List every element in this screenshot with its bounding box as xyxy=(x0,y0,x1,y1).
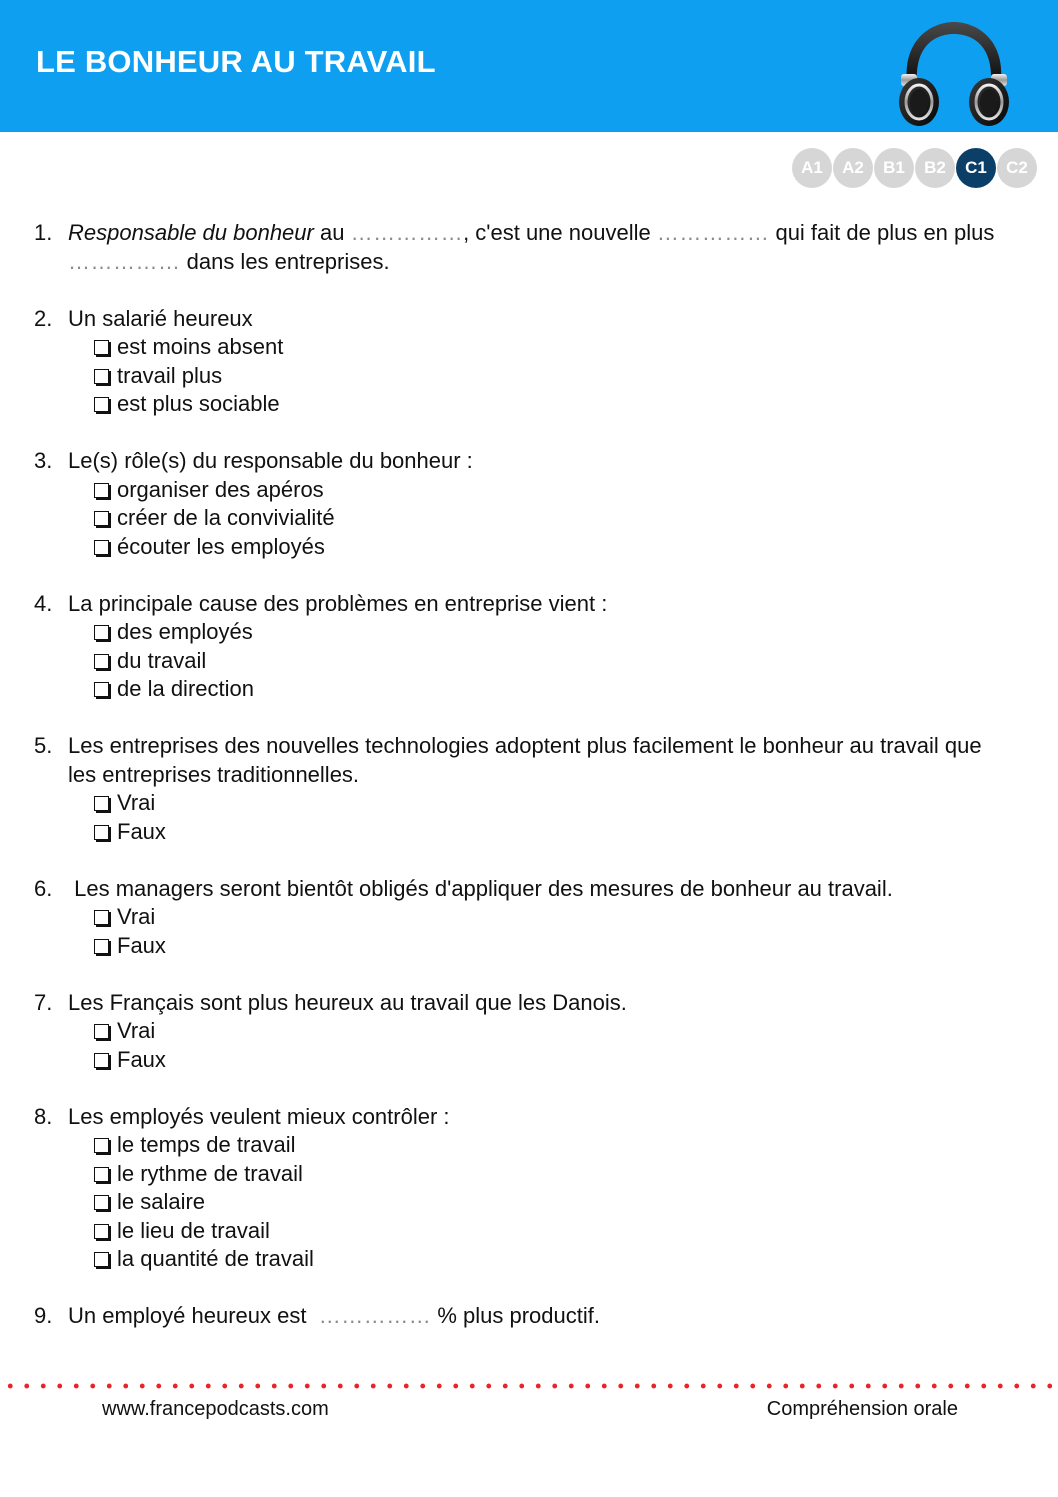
answer-option[interactable] xyxy=(68,362,1034,391)
question-2 xyxy=(34,305,1034,419)
answer-option[interactable] xyxy=(68,390,1034,419)
level-badge: A2 xyxy=(833,148,873,188)
answer-options xyxy=(68,903,1034,960)
answer-option[interactable] xyxy=(68,1131,1034,1160)
text-fragment: qui fait de plus en plus xyxy=(769,220,995,245)
option-label: écouter les employés xyxy=(117,533,325,559)
question-text: Le(s) rôle(s) du responsable du bonheur : xyxy=(68,448,473,473)
answer-option[interactable] xyxy=(68,1017,1034,1046)
checkbox-icon[interactable] xyxy=(94,625,109,640)
answer-option[interactable] xyxy=(68,333,1034,362)
checkbox-icon[interactable] xyxy=(94,1224,109,1239)
option-label: Vrai xyxy=(117,904,156,929)
option-label: est plus sociable xyxy=(117,391,280,416)
option-label: organiser des apéros xyxy=(117,476,324,502)
question-7 xyxy=(34,989,1034,1075)
footer-divider xyxy=(0,1383,1058,1389)
answer-option[interactable] xyxy=(68,1046,1034,1075)
question-number: 1. xyxy=(34,220,53,245)
question-9 xyxy=(34,1302,1034,1331)
text-fragment: , c'est une nouvelle xyxy=(463,220,657,245)
question-text: Les managers seront bientôt obligés d'appliquer des mesures de bonheur au travail. xyxy=(68,875,893,901)
fill-in-blank[interactable]: …………… xyxy=(68,248,181,274)
option-label: des employés xyxy=(117,619,253,644)
checkbox-icon[interactable] xyxy=(94,1167,109,1182)
option-label: de la direction xyxy=(117,676,254,701)
question-text xyxy=(68,219,1034,276)
checkbox-icon[interactable] xyxy=(94,369,109,384)
answer-option[interactable] xyxy=(68,504,1034,533)
checkbox-icon[interactable] xyxy=(94,483,109,498)
question-number: 4. xyxy=(34,590,53,616)
text-fragment: au xyxy=(313,220,351,245)
checkbox-icon[interactable] xyxy=(94,654,109,669)
checkbox-icon[interactable] xyxy=(94,1195,109,1210)
italic-term: Responsable du bonheur xyxy=(68,220,314,245)
option-label: créer de la convivialité xyxy=(117,505,335,530)
checkbox-icon[interactable] xyxy=(94,796,109,811)
question-text xyxy=(68,1302,1034,1331)
answer-options xyxy=(68,789,1034,846)
question-list xyxy=(34,219,1034,1359)
question-text: La principale cause des problèmes en entreprise vient : xyxy=(68,590,608,616)
checkbox-icon[interactable] xyxy=(94,682,109,697)
question-number: 5. xyxy=(34,733,53,758)
answer-option[interactable] xyxy=(68,618,1034,647)
question-number: 6. xyxy=(34,875,53,901)
level-badge-active: C1 xyxy=(956,148,996,188)
checkbox-icon[interactable] xyxy=(94,1252,109,1267)
option-label: la quantité de travail xyxy=(117,1246,314,1271)
answer-option[interactable] xyxy=(68,1217,1034,1246)
fill-in-blank[interactable]: …………… xyxy=(350,220,464,245)
answer-option[interactable] xyxy=(68,1188,1034,1217)
footer-category: Compréhension orale xyxy=(766,1398,958,1420)
answer-options xyxy=(68,618,1034,704)
level-badge: C2 xyxy=(997,148,1037,188)
checkbox-icon[interactable] xyxy=(94,910,109,925)
text-fragment: % plus productif. xyxy=(431,1303,600,1328)
checkbox-icon[interactable] xyxy=(94,1024,109,1039)
level-indicator xyxy=(792,148,1037,188)
option-label: Vrai xyxy=(117,790,156,815)
answer-option[interactable] xyxy=(68,789,1034,818)
fill-in-blank[interactable]: …………… xyxy=(318,1303,432,1328)
answer-options xyxy=(68,1131,1034,1274)
checkbox-icon[interactable] xyxy=(94,939,109,954)
answer-option[interactable] xyxy=(68,932,1034,961)
level-badge: B1 xyxy=(874,148,914,188)
answer-option[interactable] xyxy=(68,1245,1034,1274)
fill-in-blank[interactable]: …………… xyxy=(656,220,770,245)
question-3 xyxy=(34,447,1034,561)
option-label: Vrai xyxy=(117,1018,156,1043)
option-label: Faux xyxy=(117,1046,166,1072)
option-label: le lieu de travail xyxy=(117,1217,270,1243)
answer-option[interactable] xyxy=(68,1160,1034,1189)
answer-option[interactable] xyxy=(68,903,1034,932)
question-5 xyxy=(34,732,1034,846)
checkbox-icon[interactable] xyxy=(94,540,109,555)
answer-option[interactable] xyxy=(68,476,1034,505)
question-1 xyxy=(34,219,1034,276)
level-badge: B2 xyxy=(915,148,955,188)
checkbox-icon[interactable] xyxy=(94,1138,109,1153)
question-6 xyxy=(34,875,1034,961)
question-number: 2. xyxy=(34,305,53,331)
option-label: le temps de travail xyxy=(117,1132,296,1157)
footer-website: www.francepodcasts.com xyxy=(102,1398,329,1420)
answer-options xyxy=(68,1017,1034,1074)
answer-option[interactable] xyxy=(68,818,1034,847)
checkbox-icon[interactable] xyxy=(94,825,109,840)
option-label: le salaire xyxy=(117,1189,206,1214)
checkbox-icon[interactable] xyxy=(94,340,109,355)
question-number: 8. xyxy=(34,1103,53,1129)
option-label: Faux xyxy=(117,932,166,958)
question-text: Les entreprises des nouvelles technologies adoptent plus facilement le bonheur au travail que les entreprises traditionnelles. xyxy=(68,733,982,787)
answer-option[interactable] xyxy=(68,533,1034,562)
answer-options xyxy=(68,333,1034,419)
checkbox-icon[interactable] xyxy=(94,511,109,526)
page-title: LE BONHEUR AU TRAVAIL xyxy=(36,44,436,79)
headphones-icon xyxy=(893,16,1015,128)
option-label: travail plus xyxy=(117,362,223,388)
checkbox-icon[interactable] xyxy=(94,1053,109,1068)
question-number: 7. xyxy=(34,989,53,1015)
question-text: Les employés veulent mieux contrôler : xyxy=(68,1103,450,1129)
question-number: 9. xyxy=(34,1303,53,1328)
question-text: Un salarié heureux xyxy=(68,305,253,331)
text-fragment: Un employé heureux est xyxy=(68,1303,319,1328)
option-label: est moins absent xyxy=(117,334,284,359)
level-badge: A1 xyxy=(792,148,832,188)
question-4 xyxy=(34,590,1034,704)
question-text: Les Français sont plus heureux au travail que les Danois. xyxy=(68,989,627,1015)
page-header xyxy=(0,0,1058,132)
answer-option[interactable] xyxy=(68,647,1034,676)
text-fragment: dans les entreprises. xyxy=(180,248,390,274)
option-label: le rythme de travail xyxy=(117,1160,303,1186)
option-label: Faux xyxy=(117,818,166,844)
checkbox-icon[interactable] xyxy=(94,397,109,412)
answer-options xyxy=(68,476,1034,562)
answer-option[interactable] xyxy=(68,675,1034,704)
question-8 xyxy=(34,1103,1034,1274)
option-label: du travail xyxy=(117,647,207,673)
question-number: 3. xyxy=(34,448,53,473)
